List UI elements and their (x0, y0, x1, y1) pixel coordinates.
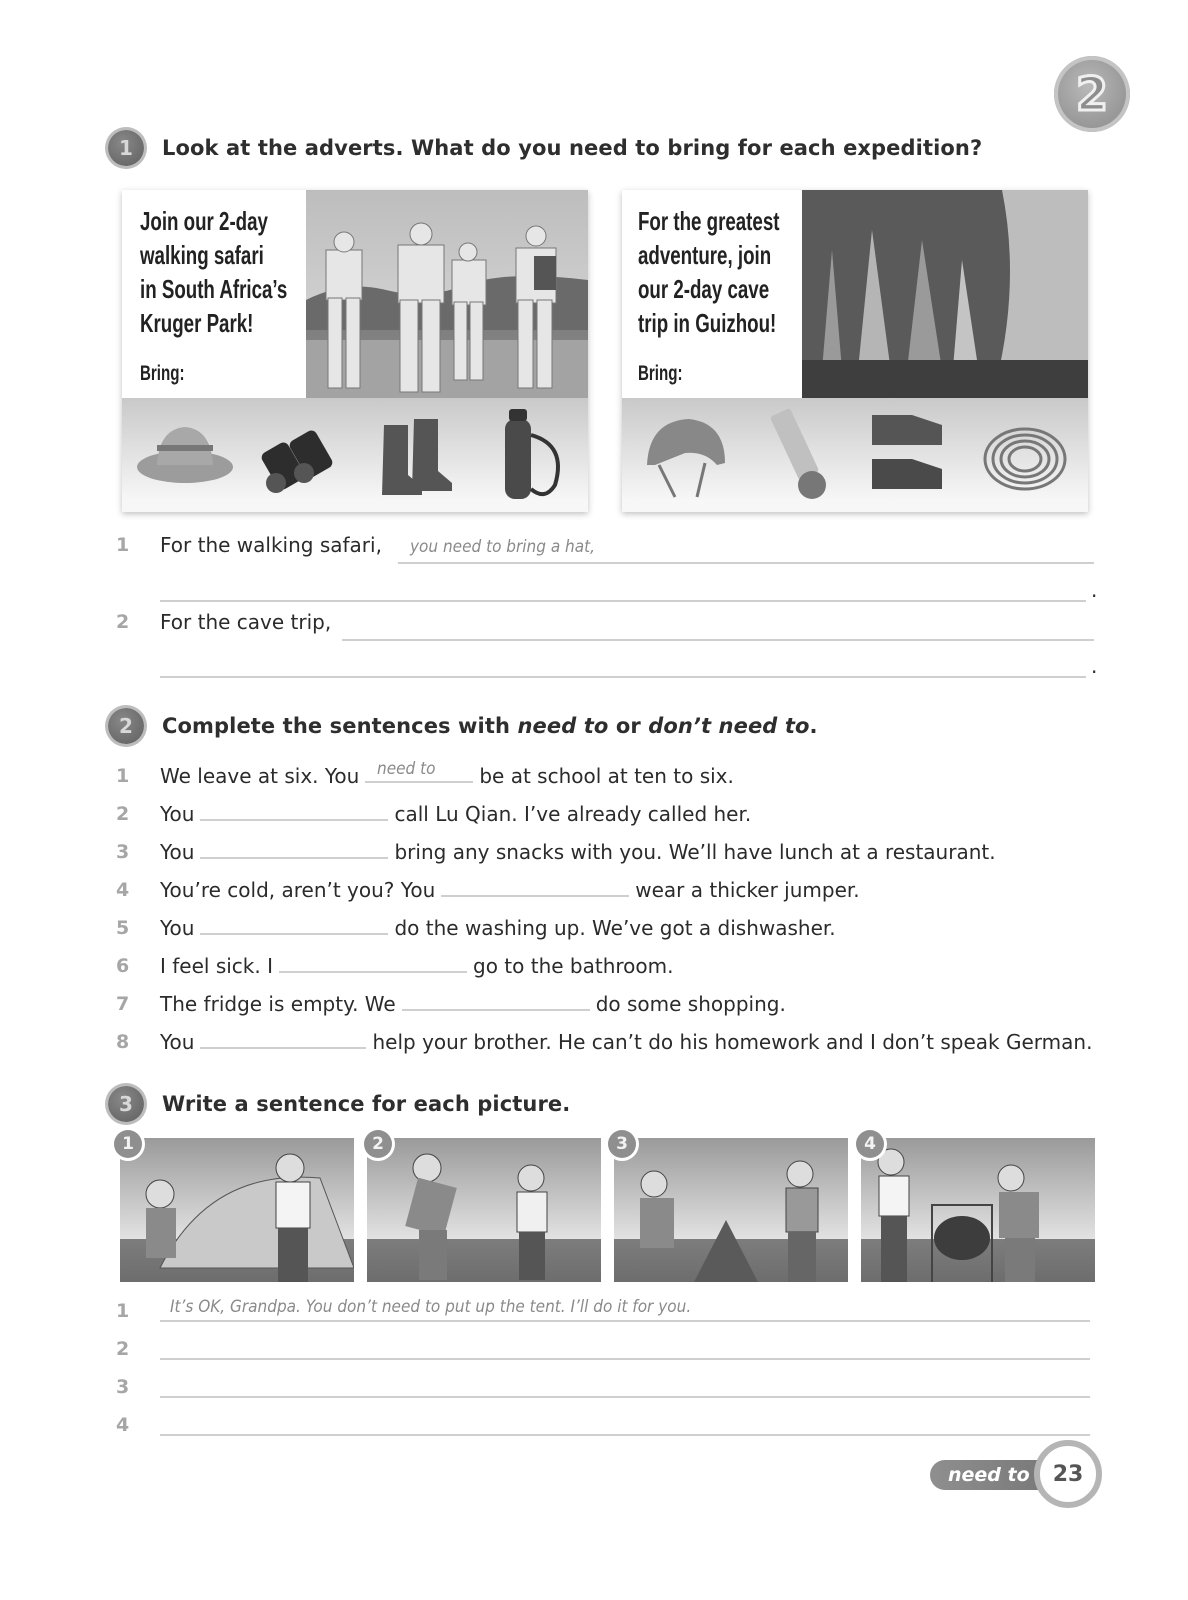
sparkle-icon: ✦ (1110, 51, 1124, 70)
sentence (160, 954, 673, 978)
advert-text (622, 190, 806, 398)
full-stop: . (1091, 578, 1098, 602)
sentence-after: be at school at ten to six. (479, 764, 734, 788)
handwritten-answer[interactable]: need to (377, 759, 436, 779)
answer-blank[interactable] (279, 955, 467, 973)
exercise-title: Look at the adverts. What do you need to bring for each expedition? (162, 136, 983, 160)
sentence (160, 878, 860, 902)
sentence-number: 3 (116, 841, 130, 863)
sentence-number: 5 (116, 917, 130, 939)
answer-blank[interactable] (200, 841, 388, 859)
cave-photo (802, 190, 1088, 398)
sentence-after: do some shopping. (595, 992, 786, 1016)
sentence-after: do the washing up. We’ve got a dishwasher. (394, 916, 836, 940)
exercise-number-badge: 1 (108, 130, 144, 166)
handwritten-answer[interactable]: It’s OK, Grandpa. You don’t need to put up the tent. I’ll do it for you. (170, 1297, 692, 1317)
sentence (160, 759, 734, 788)
sentence-before: You (160, 916, 195, 940)
sentence-before: You (160, 840, 195, 864)
answer-number: 4 (116, 1414, 130, 1436)
answer-number: 1 (116, 1300, 130, 1322)
advert-headline: Join our 2-day walking safari in South Africa’s Kruger Park! (140, 206, 288, 338)
exercise-number-badge: 2 (108, 708, 144, 744)
answer-line[interactable] (342, 639, 1094, 641)
handwritten-answer[interactable]: you need to bring a hat, (410, 537, 596, 557)
answer-number: 3 (116, 1376, 130, 1398)
helmet-icon (635, 405, 735, 505)
sentence-after: wear a thicker jumper. (635, 878, 860, 902)
advert-text (122, 190, 306, 398)
question-number: 2 (116, 611, 130, 633)
sentence (160, 992, 786, 1016)
sentence-number: 1 (116, 765, 130, 787)
sentence-before: You (160, 1030, 195, 1054)
picture-number: 1 (114, 1130, 142, 1158)
unit-badge: 2 (1054, 56, 1130, 132)
items-strip (122, 398, 588, 512)
sentence (160, 1030, 1092, 1054)
picture-number: 3 (608, 1130, 636, 1158)
picture-1-grandpa-tent (120, 1138, 354, 1282)
question-number: 1 (116, 534, 130, 556)
torch-icon (748, 405, 848, 505)
answer-line[interactable] (160, 1396, 1090, 1398)
sentence-number: 4 (116, 879, 130, 901)
binoculars-icon (248, 405, 348, 505)
hat-icon (135, 405, 235, 505)
sentence-after: go to the bathroom. (473, 954, 674, 978)
sentence-before: I feel sick. I (160, 954, 273, 978)
exercise-number-badge: 3 (108, 1086, 144, 1122)
answer-blank[interactable] (441, 879, 629, 897)
gloves-icon (862, 405, 962, 505)
answer-blank[interactable] (200, 803, 388, 821)
picture-number: 2 (364, 1130, 392, 1158)
sentence-after: help your brother. He can’t do his homework and I don’t speak German. (372, 1030, 1093, 1054)
question-prompt: For the cave trip, (160, 610, 332, 634)
sentence-before: You (160, 802, 195, 826)
picture-number: 4 (856, 1130, 884, 1158)
rope-icon (975, 405, 1075, 505)
exercise-title: Complete the sentences with need to or don’t need to. (162, 714, 818, 738)
sentence (160, 840, 996, 864)
answer-number: 2 (116, 1338, 130, 1360)
answer-blank[interactable] (200, 917, 388, 935)
answer-line[interactable] (160, 1358, 1090, 1360)
sentence-number: 7 (116, 993, 130, 1015)
question-prompt: For the walking safari, (160, 533, 382, 557)
answer-line[interactable] (398, 562, 1094, 564)
answer-line[interactable] (160, 1320, 1090, 1322)
sentence-after: call Lu Qian. I’ve already called her. (394, 802, 752, 826)
answer-line[interactable] (160, 600, 1086, 602)
advert-headline: For the greatest adventure, join our 2-day cave trip in Guizhou! (638, 206, 780, 338)
advert-safari (122, 190, 588, 512)
full-stop: . (1091, 654, 1098, 678)
exercise-2-heading (108, 708, 818, 744)
exercise-3-heading (108, 1086, 570, 1122)
sentence-before: You’re cold, aren’t you? You (160, 878, 436, 902)
safari-walkers-photo (306, 190, 588, 398)
page-number: 23 (1034, 1440, 1102, 1508)
picture-4-grandpa-cooking-pot (861, 1138, 1095, 1282)
boots-icon (362, 405, 462, 505)
answer-blank[interactable] (365, 759, 473, 783)
answer-blank[interactable] (402, 993, 590, 1011)
topic-tab: need to (930, 1460, 1056, 1490)
bring-label: Bring: (140, 362, 185, 385)
picture-2-grandpa-firewood (367, 1138, 601, 1282)
sentence-number: 2 (116, 803, 130, 825)
sentence (160, 802, 751, 826)
sentence-after: bring any snacks with you. We’ll have lunch at a restaurant. (394, 840, 996, 864)
picture-3-grandpa-campfire (614, 1138, 848, 1282)
water-bottle-icon (475, 405, 575, 505)
sentence-before: The fridge is empty. We (160, 992, 396, 1016)
answer-line[interactable] (160, 1434, 1090, 1436)
exercise-title: Write a sentence for each picture. (162, 1092, 571, 1116)
sentence (160, 916, 836, 940)
items-strip (622, 398, 1088, 512)
sentence-before: We leave at six. You (160, 764, 360, 788)
advert-cave (622, 190, 1088, 512)
answer-line[interactable] (160, 676, 1086, 678)
sentence-number: 6 (116, 955, 130, 977)
exercise-1-heading (108, 130, 982, 166)
sentence-number: 8 (116, 1031, 130, 1053)
bring-label: Bring: (638, 362, 683, 385)
answer-blank[interactable] (200, 1031, 366, 1049)
